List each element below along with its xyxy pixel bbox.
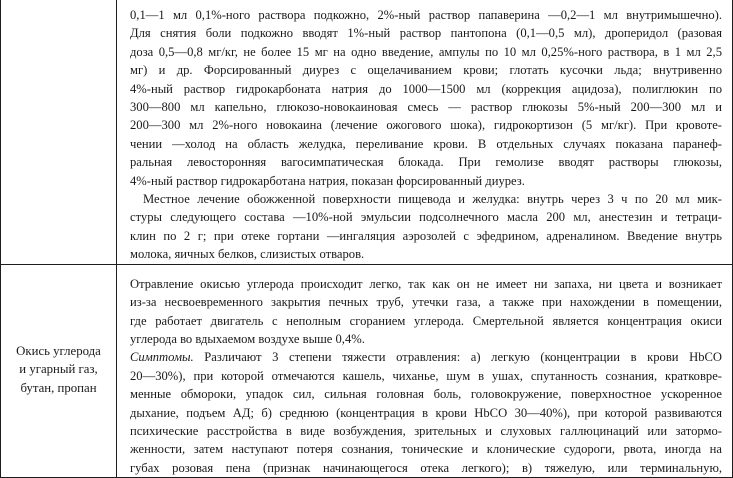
text-line: Для снятия боли подкожно вводят 1%-ный раствор пантопона (0,1—0,5 мл), дроперидол (разовая	[130, 26, 722, 41]
substance-name-line: бутан, пропан	[20, 380, 97, 395]
paragraph	[130, 190, 722, 264]
text-line: 20—30%), при которой отмечаются кашель, чиханье, шум в ушах, спутанность сознания, кратковре-	[130, 368, 722, 383]
description-cell	[117, 264, 733, 477]
text-line: 4%-ный раствор гидрокарбоната натрия до 1000—1500 мл (коррекция ацидоза), полиглюкин по	[130, 81, 722, 96]
text-line: углерода во вдыхаемом воздухе выше 0,4%.	[130, 331, 365, 346]
treatment-cell	[117, 0, 733, 264]
text-line: губах розовая пена (признак начинающегося отека легкого); в) тяжелую, или терминальную,	[130, 460, 722, 475]
text-line: из-за несвоевременного закрытия печных труб, утечки газа, а также при нахождении в помещении,	[130, 295, 722, 310]
table-row	[1, 0, 733, 264]
text-line: мг) и др. Форсированный диурез с ощелачиванием крови; глотать кусочки льда; внутривенно	[130, 63, 722, 78]
paragraph	[130, 275, 722, 349]
symptoms-paragraph	[130, 348, 722, 477]
text-line: дыхание, подъем АД; б) среднюю (концентрация в крови HbCO 30—40%), при которой развиваются	[130, 405, 722, 420]
substance-name-line: Окись углерода	[16, 343, 101, 358]
text-line: Отравление окисью углерода происходит легко, так как он не имеет ни запаха, ни цвета и возникает	[130, 276, 722, 291]
substance-cell	[1, 0, 117, 264]
text-line: Местное лечение обожженной поверхности пищевода и желудка: внутрь через 3 ч по 20 мл мик-	[143, 192, 722, 207]
text-line: 200—300 мл 2%-ного новокаина (лечение ожогового шока), гидрокортизон (5 мг/кг). При кровоте-	[130, 118, 722, 133]
text-line: стуры следующего состава —10%-ной эмульсии подсолнечного масла 200 мл, анестезин и тетраци-	[130, 210, 722, 225]
text-line: ральная левосторонняя вагосимпатическая блокада. При гемолизе вводят растворы глюкозы,	[130, 155, 722, 170]
text-line: где работает двигатель с неполным сгоранием углерода. Смертельной является концентрация окиси	[130, 313, 722, 328]
text-line: 4%-ный раствор гидрокарботана натрия, показан форсированный диурез.	[130, 173, 525, 188]
text-fragment: Различают 3 степени тяжести отравления: а) легкую (концентрации в крови HbCO	[193, 350, 722, 365]
table-row	[1, 264, 733, 477]
substance-name-line: и угарный газ,	[19, 362, 98, 377]
text-line: клин по 2 г; при отеке гортани —ингаляция аэрозолей с эфедрином, адреналином. Введение внутрь	[130, 228, 722, 243]
substance-cell	[1, 264, 117, 477]
text-line: 0,1—1 мл 0,1%-ного раствора подкожно, 2%-ный раствор папаверина —0,2—1 мл внутримышечно).	[130, 8, 722, 22]
text-line: молока, яичных белков, слизистых отваров.	[130, 247, 365, 262]
text-line: 300—800 мл капельно, глюкозо-новокаиновая смесь — раствор глюкозы 5%-ный 200—300 мл и	[130, 100, 722, 115]
symptoms-heading: Симптомы.	[130, 350, 194, 365]
text-line	[130, 348, 722, 366]
text-line: психические расстройства в виде возбуждения, зрительных и слуховых галлюцинаций или затормо-	[130, 423, 722, 438]
text-line: женности, затем наступают потеря сознания, тонические и клонические судороги, рвота, иногда на	[130, 442, 722, 457]
text-line: чении —холод на область желудка, переливание крови. В отдельных случаях показана паранеф-	[130, 136, 722, 151]
text-line: менные обмороки, упадок сил, сильная головная боль, головокружение, поверхностное ускоренное	[130, 387, 722, 402]
text-line: доза 0,5—0,8 мг/кг, не более 15 мг на одно введение, ампулы по 10 мл 0,25%-ного раствора, в 1 мл 2,5	[130, 44, 722, 59]
paragraph	[130, 6, 722, 190]
